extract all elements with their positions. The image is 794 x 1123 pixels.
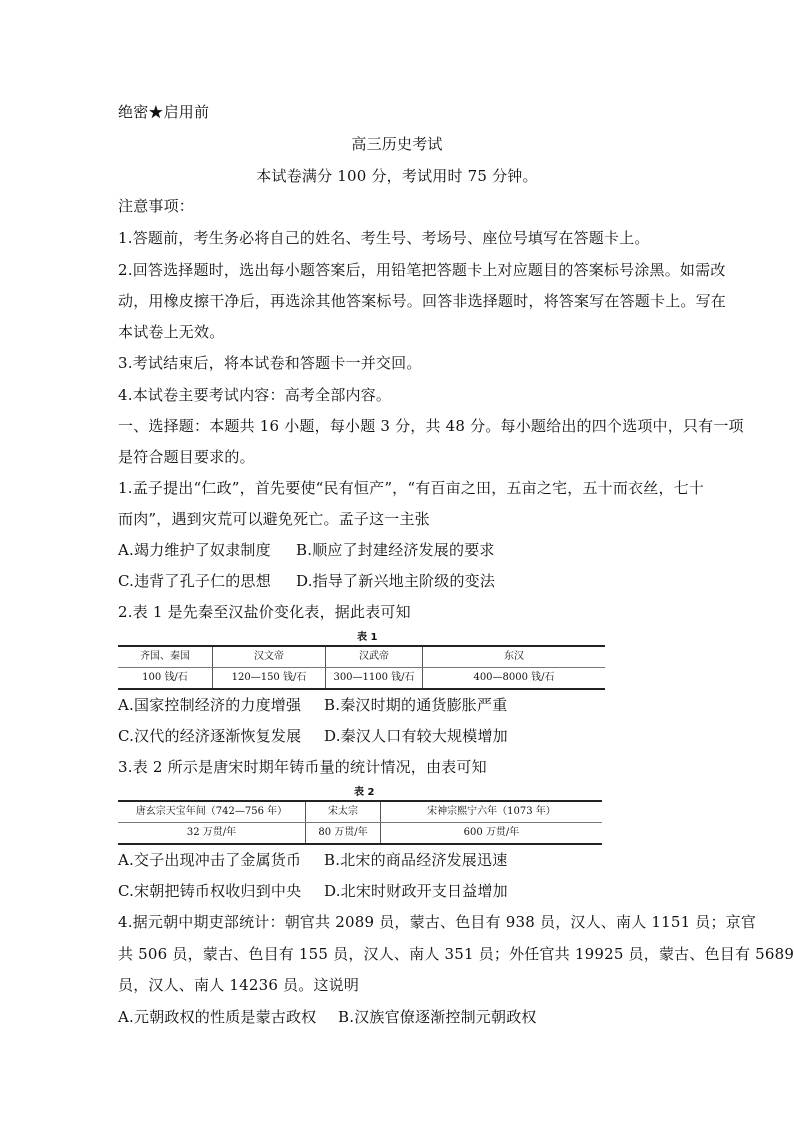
table-2-value-cell: 80 万贯/年 (306, 822, 381, 843)
table-1-value-cell: 400—8000 钱/石 (423, 667, 606, 688)
table-1-caption: 表 1 (357, 632, 378, 643)
notice-item-1: 1.答题前，考生务必将自己的姓名、考生号、考场号、座位号填写在答题卡上。 (118, 229, 650, 247)
table-2-value-cell: 32 万贯/年 (118, 822, 306, 843)
notice-item-4: 4.本试卷主要考试内容：高考全部内容。 (118, 386, 392, 404)
q1-option-b: B.顺应了封建经济发展的要求 (296, 541, 495, 559)
section-heading-line-1: 一、选择题：本题共 16 小题，每小题 3 分，共 48 分。每小题给出的四个选项中，只有一项 (118, 417, 744, 435)
q2-option-d: D.秦汉人口有较大规模增加 (324, 727, 508, 745)
notice-item-3: 3.考试结束后，将本试卷和答题卡一并交回。 (118, 354, 422, 372)
table-1-value-cell: 120—150 钱/石 (213, 667, 326, 688)
table-1 (118, 647, 605, 688)
q2-options-row-2 (118, 726, 508, 746)
q3-option-b: B.北宋的商品经济发展迅速 (324, 851, 508, 869)
q3-options-row-1 (118, 850, 507, 870)
table-1-value-cell: 300—1100 钱/石 (326, 667, 423, 688)
q2-option-a: A.国家控制经济的力度增强 (118, 696, 302, 714)
q4-option-b: B.汉族官僚逐渐控制元朝政权 (338, 1008, 537, 1026)
table-1-header-cell: 齐国、秦国 (118, 647, 213, 667)
q2-option-b: B.秦汉时期的通货膨胀严重 (324, 696, 508, 714)
exam-title: 高三历史考试 (351, 135, 443, 153)
table-2-value-cell: 600 万贯/年 (381, 822, 603, 843)
q3-option-a: A.交子出现冲击了金属货币 (118, 851, 302, 869)
exam-subtitle: 本试卷满分 100 分，考试用时 75 分钟。 (256, 167, 538, 185)
table-1-header-cell: 汉文帝 (213, 647, 326, 667)
table-2-frame (118, 800, 602, 845)
q3-stem: 3.表 2 所示是唐宋时期年铸币量的统计情况，由表可知 (118, 758, 487, 776)
q4-stem-line-1: 4.据元朝中期吏部统计：朝官共 2089 员，蒙古、色目有 938 员，汉人、南人 1151 员；京官 (118, 913, 757, 931)
section-heading-line-2: 是符合题目要求的。 (118, 448, 255, 466)
table-1-header-cell: 东汉 (423, 647, 606, 667)
table-2 (118, 802, 602, 843)
q1-option-d: D.指导了新兴地主阶级的变法 (296, 572, 496, 590)
q1-stem-line-1: 1.孟子提出“仁政”，首先要使“民有恒产”，“有百亩之田，五亩之宅，五十而衣丝，七十 (118, 479, 705, 497)
q4-stem-line-3: 员，汉人、南人 14236 员。这说明 (118, 976, 360, 994)
q3-options-row-2 (118, 881, 508, 901)
q2-options-row-1 (118, 695, 507, 715)
table-2-header-cell: 唐玄宗天宝年间（742—756 年） (118, 802, 306, 822)
notice-heading: 注意事项： (118, 197, 195, 215)
q4-options-row-1 (118, 1007, 537, 1027)
q3-option-d: D.北宋时财政开支日益增加 (324, 882, 508, 900)
table-2-value-row (118, 822, 602, 843)
q1-option-a: A.竭力维护了奴隶制度 (118, 541, 271, 559)
notice-item-2-line-3: 本试卷上无效。 (118, 323, 225, 341)
secret-mark: 绝密★启用前 (118, 103, 210, 121)
table-2-header-row (118, 802, 602, 822)
table-1-header-cell: 汉武帝 (326, 647, 423, 667)
table-1-value-row (118, 667, 605, 688)
q1-option-c: C.违背了孔子仁的思想 (118, 572, 271, 590)
q1-options-row-1 (118, 540, 495, 560)
q4-option-a: A.元朝政权的性质是蒙古政权 (118, 1008, 317, 1026)
q2-option-c: C.汉代的经济逐渐恢复发展 (118, 727, 302, 745)
q4-stem-line-2: 共 506 员，蒙古、色目有 155 员，汉人、南人 351 员；外任官共 19925 员，蒙古、色目有 5689 (118, 945, 794, 963)
q3-option-c: C.宋朝把铸币权收归到中央 (118, 882, 302, 900)
notice-item-2-line-2: 动，用橡皮擦干净后，再选涂其他答案标号。回答非选择题时，将答案写在答题卡上。写在 (118, 292, 727, 310)
notice-item-2-line-1: 2.回答选择题时，选出每小题答案后，用铅笔把答题卡上对应题目的答案标号涂黑。如需改 (118, 261, 726, 279)
table-2-caption: 表 2 (354, 787, 375, 798)
table-1-frame (118, 645, 605, 690)
table-2-header-cell: 宋神宗熙宁六年（1073 年） (381, 802, 603, 822)
q2-stem: 2.表 1 是先秦至汉盐价变化表，据此表可知 (118, 603, 411, 621)
table-1-value-cell: 100 钱/石 (118, 667, 213, 688)
q1-options-row-2 (118, 571, 495, 591)
table-2-header-cell: 宋太宗 (306, 802, 381, 822)
q1-stem-line-2: 而肉”，遇到灾荒可以避免死亡。孟子这一主张 (118, 510, 430, 528)
table-1-header-row (118, 647, 605, 667)
